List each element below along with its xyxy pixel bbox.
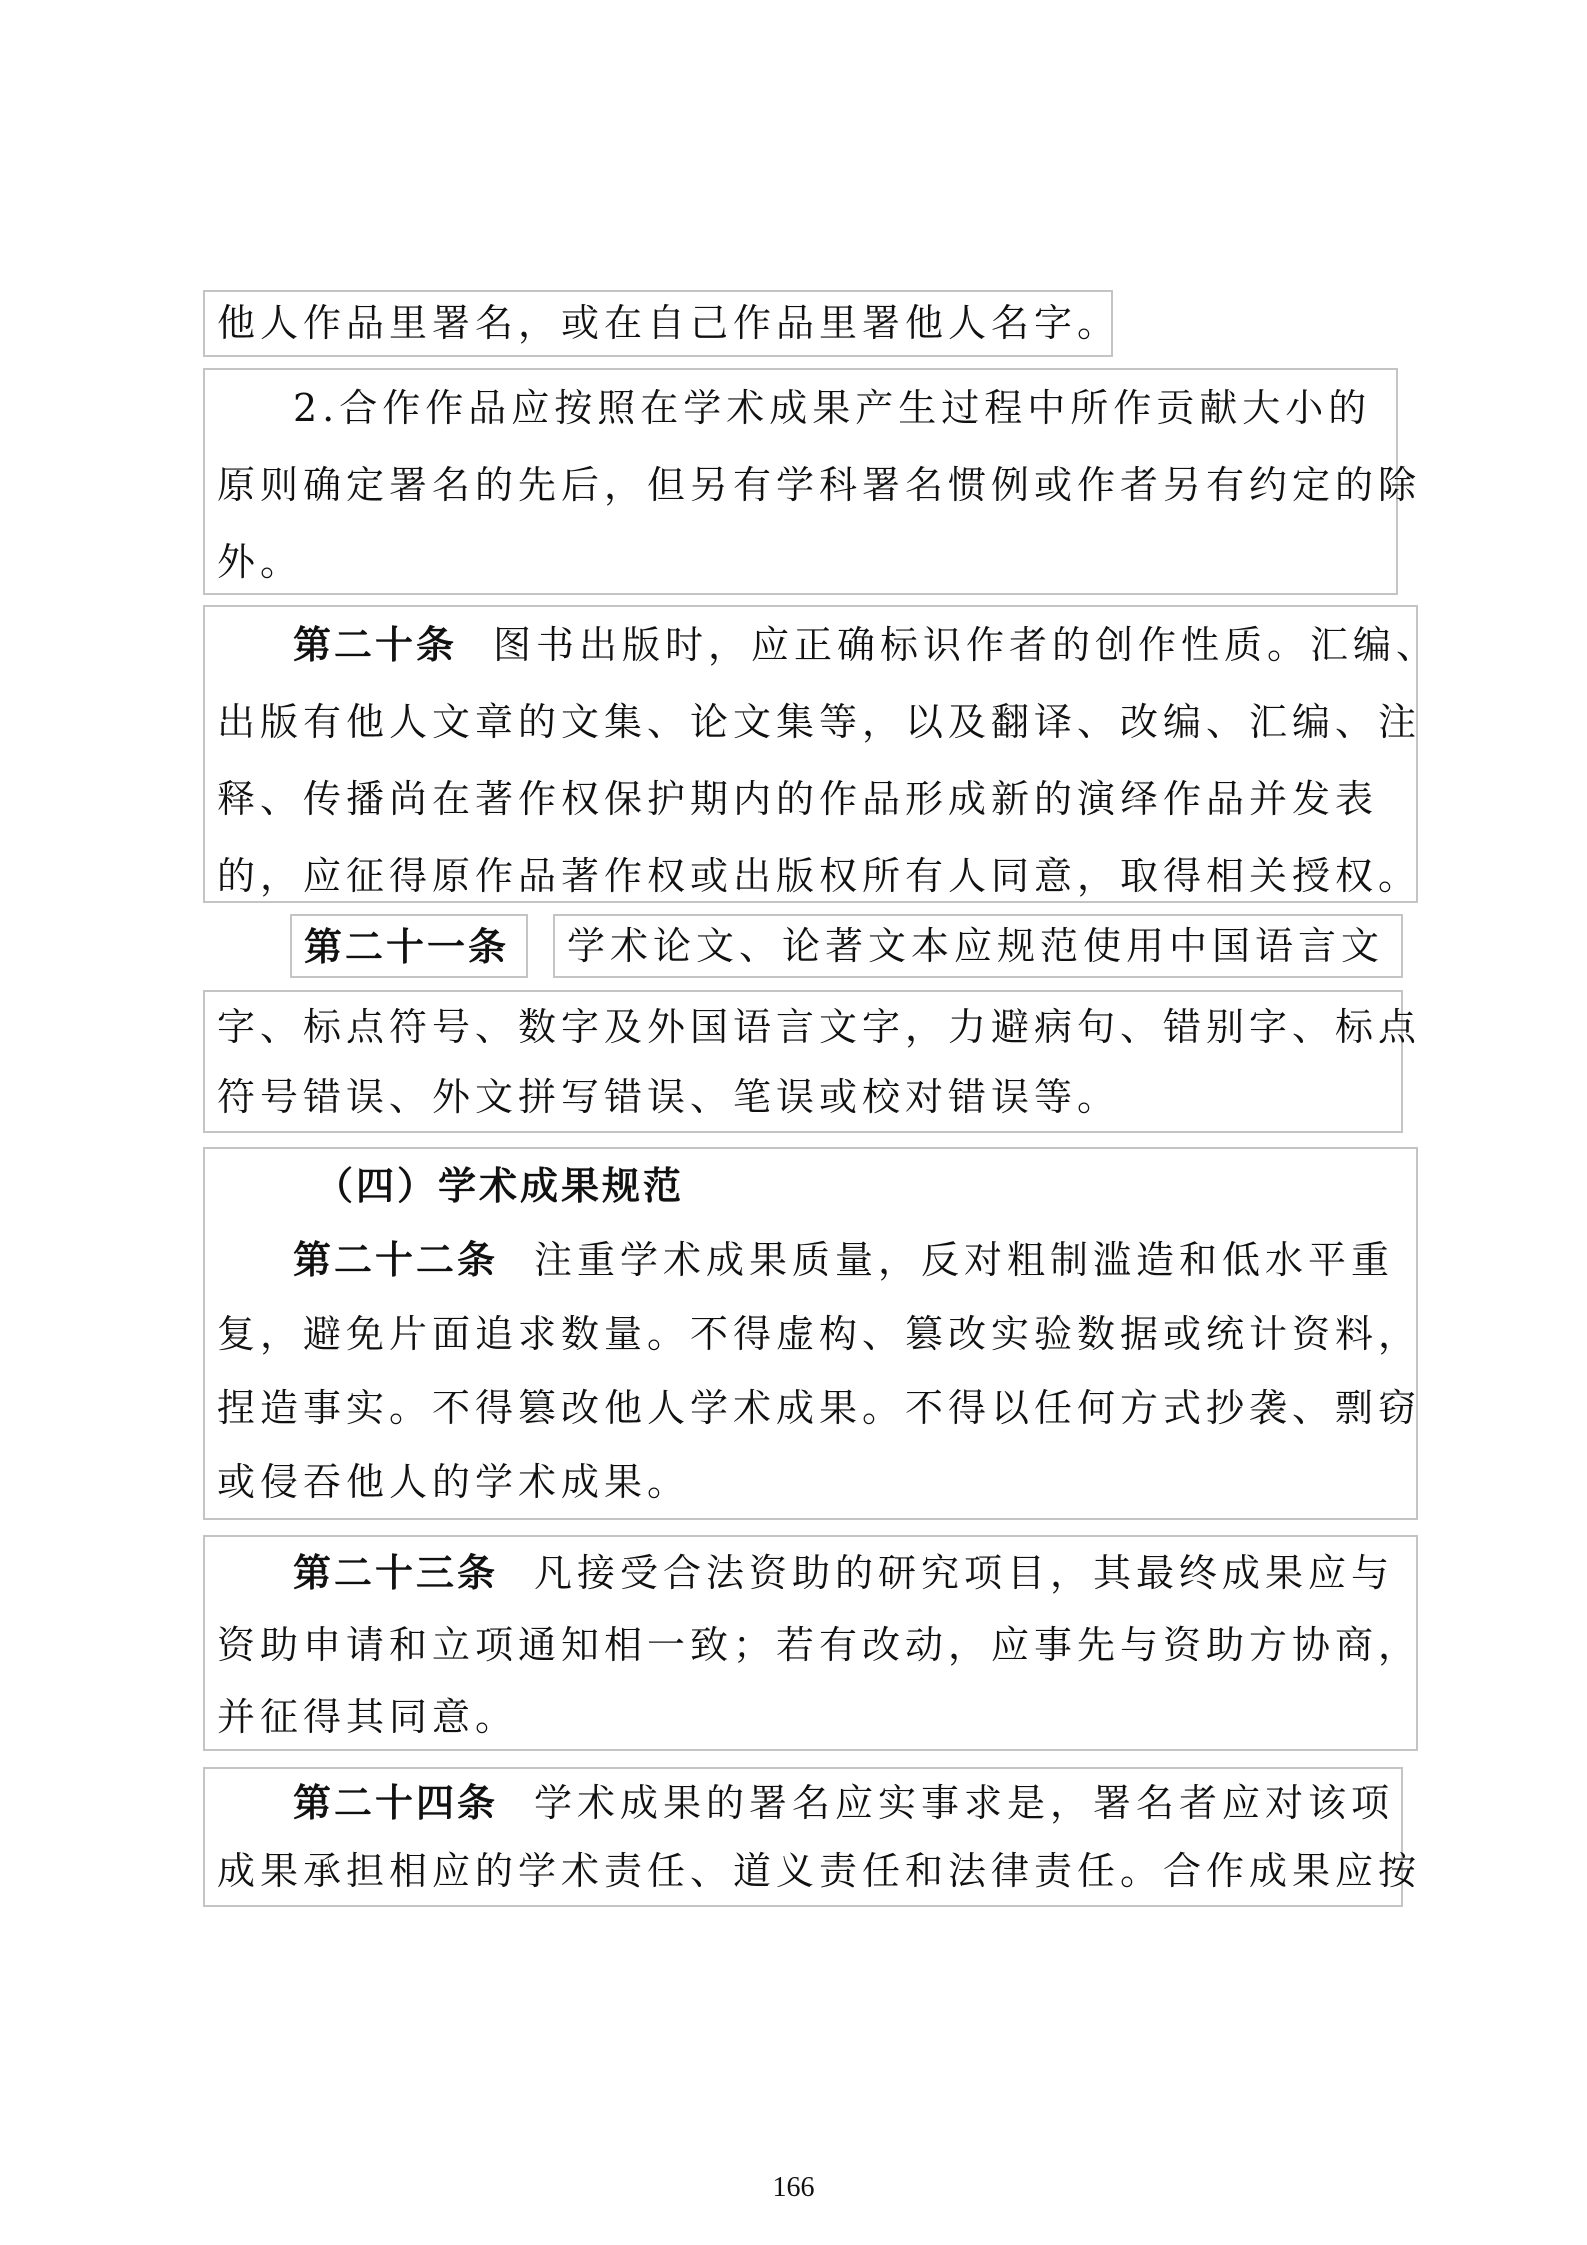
- article-block: [203, 1147, 1422, 1520]
- section-heading: （四）学术成果规范: [315, 1164, 685, 1208]
- text-line: 符号错误、外文拼写错误、笔误或校对错误等。: [217, 1075, 1121, 1119]
- text-line: 他人作品里署名，或在自己作品里署他人名字。: [217, 301, 1121, 345]
- article-number: 第二十二条: [293, 1238, 499, 1282]
- text-block: [203, 290, 1121, 357]
- text-line: 2.合作作品应按照在学术成果产生过程中所作贡献大小的: [293, 386, 1372, 430]
- text-line: 捏造事实。不得篡改他人学术成果。不得以任何方式抄袭、剽窃: [217, 1386, 1422, 1430]
- article-first-line: [217, 1223, 1404, 1297]
- text-block: [203, 990, 1422, 1133]
- article-block: [203, 1767, 1422, 1907]
- text-line: 复，避免片面追求数量。不得虚构、篡改实验数据或统计资料，: [217, 1312, 1422, 1356]
- page-number: 166: [772, 2172, 815, 2203]
- article-number: 第二十条: [293, 623, 458, 667]
- article-block: [203, 1535, 1422, 1751]
- article-number: 第二十三条: [293, 1551, 499, 1595]
- text-line: 凡接受合法资助的研究项目，其最终成果应与: [534, 1551, 1395, 1595]
- article-block: [203, 605, 1440, 903]
- article-first-line: [217, 1769, 1395, 1837]
- text-line: 并征得其同意。: [217, 1695, 519, 1739]
- article-number: 第二十四条: [293, 1781, 499, 1825]
- text-line: 图书出版时，应正确标识作者的创作性质。汇编、: [493, 623, 1440, 667]
- text-block: [203, 368, 1422, 595]
- text-line: 学术成果的署名应实事求是，署名者应对该项: [534, 1781, 1395, 1825]
- text-line: 释、传播尚在著作权保护期内的作品形成新的演绎作品并发表: [217, 777, 1379, 821]
- article-first-line: [217, 1537, 1404, 1609]
- text-line: 出版有他人文章的文集、论文集等，以及翻译、改编、汇编、注: [217, 700, 1422, 744]
- text-line: 字、标点符号、数字及外国语言文字，力避病句、错别字、标点: [217, 1005, 1422, 1049]
- text-line: 成果承担相应的学术责任、道义责任和法律责任。合作成果应按: [217, 1849, 1422, 1893]
- text-line: 原则确定署名的先后，但另有学科署名惯例或作者另有约定的除: [217, 463, 1422, 507]
- text-line: 的，应征得原作品著作权或出版权所有人同意，取得相关授权。: [217, 854, 1422, 898]
- text-line: 注重学术成果质量，反对粗制滥造和低水平重: [534, 1238, 1395, 1282]
- article-number: 第二十一条: [290, 914, 528, 978]
- text-line: 或侵吞他人的学术成果。: [217, 1460, 691, 1504]
- text-line: 学术论文、论著文本应规范使用中国语言文: [567, 924, 1385, 968]
- text-line: 外。: [217, 540, 304, 584]
- text-block: [553, 914, 1403, 978]
- article-first-line: [217, 607, 1440, 684]
- text-line: 资助申请和立项通知相一致；若有改动，应事先与资助方协商，: [217, 1623, 1422, 1667]
